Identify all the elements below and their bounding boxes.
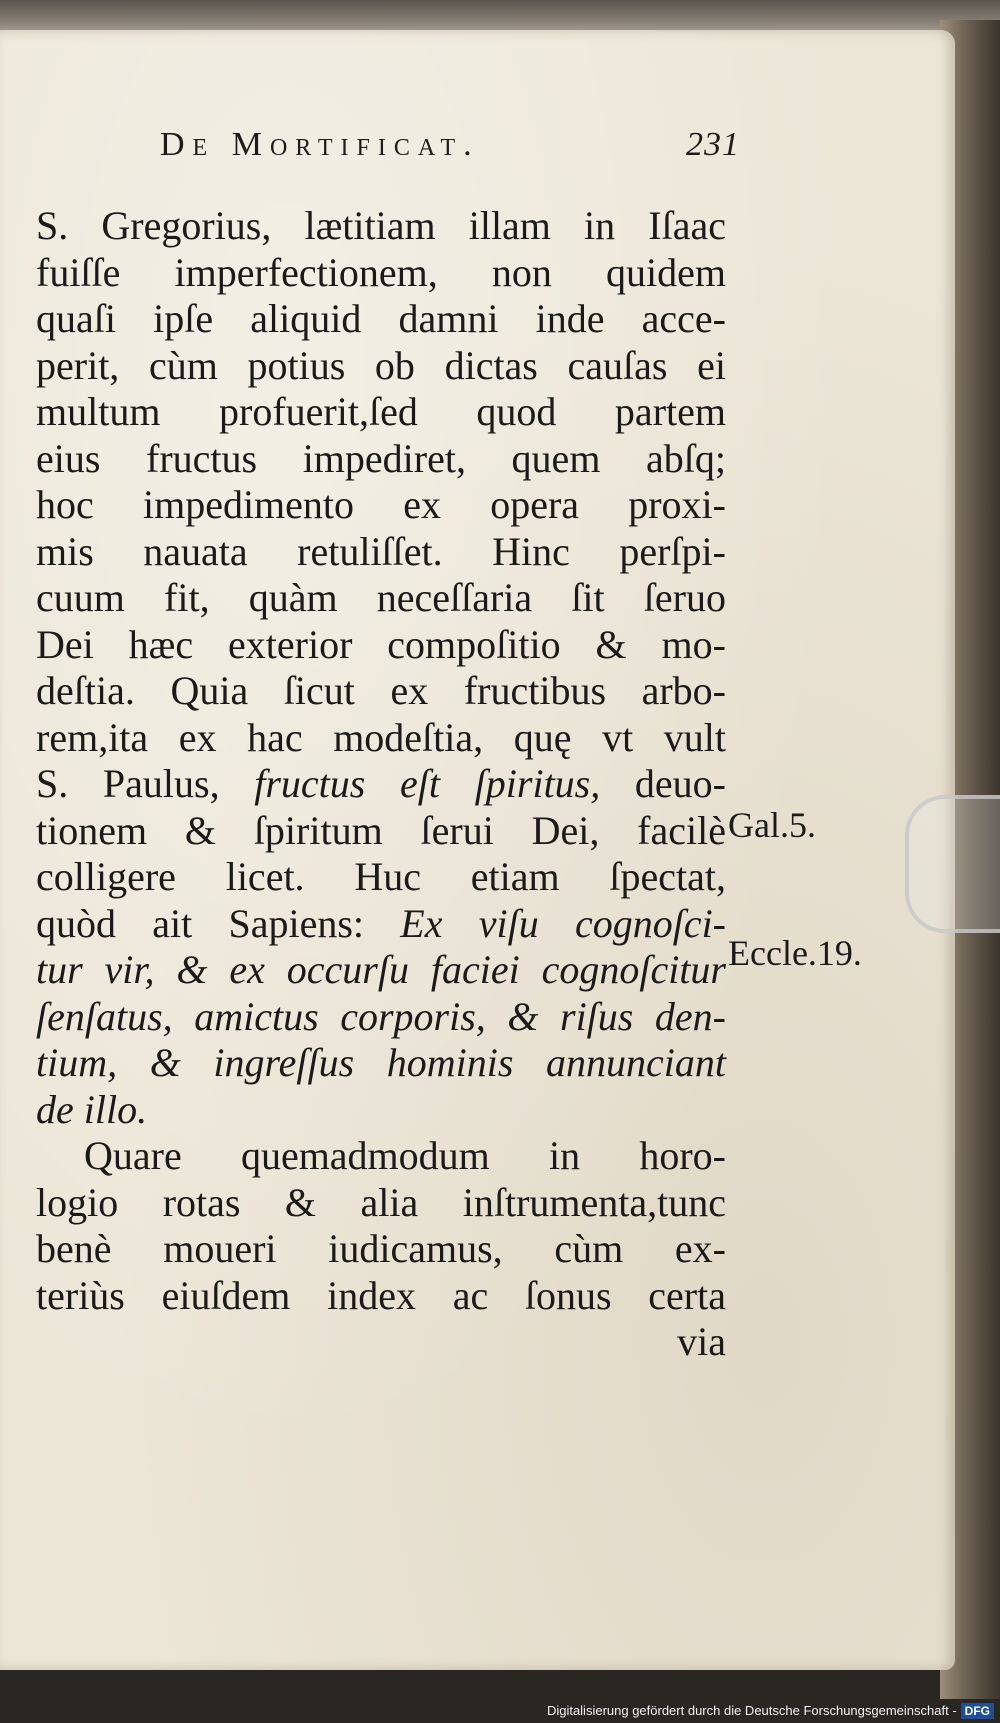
italic-quotation: Ex viſu cognoſci- xyxy=(400,900,726,946)
text-line: teriùs eiuſdem index ac ſonus certa xyxy=(36,1272,726,1318)
running-title: De Mortificat. xyxy=(160,126,480,163)
text-line: eius fructus impediret, quem abſq; xyxy=(36,435,726,481)
page-clip xyxy=(905,795,1000,933)
text-segment: quòd ait Sapiens: xyxy=(36,900,401,946)
footer-credit: Digitalisierung gefördert durch die Deutsche Forschungsgemeinschaft - xyxy=(546,1703,957,1718)
marginal-note-ecclesiasticus: Eccle.19. xyxy=(728,933,862,973)
text-line: mis nauata retuliſſet. Hinc perſpi- xyxy=(36,528,726,574)
text-line: cuum fit, quàm neceſſaria ſit ſeruo xyxy=(36,575,726,620)
digitization-footer xyxy=(0,1699,1000,1723)
italic-quotation-line: de illo. xyxy=(36,1086,148,1132)
text-line: Dei hæc exterior compoſitio & mo- xyxy=(36,621,726,667)
paragraph-start-line: Quare quemadmodum in horo- xyxy=(84,1133,726,1178)
dfg-logo: DFG xyxy=(961,1703,994,1719)
italic-quotation-line: ſenſatus, amictus corporis, & riſus den- xyxy=(36,993,726,1039)
text-line: perit, cùm potius ob dictas cauſas ei xyxy=(36,342,726,388)
text-line: colligere licet. Huc etiam ſpectat, xyxy=(36,854,726,899)
text-line: multum profuerit,ſed quod partem xyxy=(36,389,726,434)
main-text-block xyxy=(36,203,726,1366)
italic-quotation: fructus eſt ſpiritus, xyxy=(254,761,601,806)
italic-quotation-line: tur vir, & ex occurſu faciei cognoſcitur xyxy=(36,947,726,992)
text-segment: S. Paulus, xyxy=(36,761,255,806)
text-segment: deuo- xyxy=(600,761,726,806)
running-header xyxy=(160,126,740,164)
page-number: 231 xyxy=(686,126,740,163)
text-line: benè moueri iudicamus, cùm ex- xyxy=(36,1226,726,1271)
text-line: rem,ita ex hac modeſtia, quę vt vult xyxy=(36,714,726,760)
text-line: hoc impedimento ex opera proxi- xyxy=(36,482,726,527)
text-line: deſtia. Quia ſicut ex fructibus arbo- xyxy=(36,668,726,713)
text-line: logio rotas & alia inſtrumenta,tunc xyxy=(36,1179,726,1225)
catchword: via xyxy=(677,1319,726,1364)
marginal-note-galatians: Gal.5. xyxy=(728,805,816,845)
text-line: S. Gregorius, lætitiam illam in Iſaac xyxy=(36,203,726,248)
text-line: tionem & ſpiritum ſerui Dei, facilè xyxy=(36,807,726,853)
italic-quotation-line: tium, & ingreſſus hominis annunciant xyxy=(36,1040,726,1085)
text-line: fuiſſe imperfectionem, non quidem xyxy=(36,249,726,295)
text-line-quotation xyxy=(36,901,726,948)
text-line: quaſi ipſe aliquid damni inde acce- xyxy=(36,296,726,341)
text-line-quotation xyxy=(36,761,726,808)
